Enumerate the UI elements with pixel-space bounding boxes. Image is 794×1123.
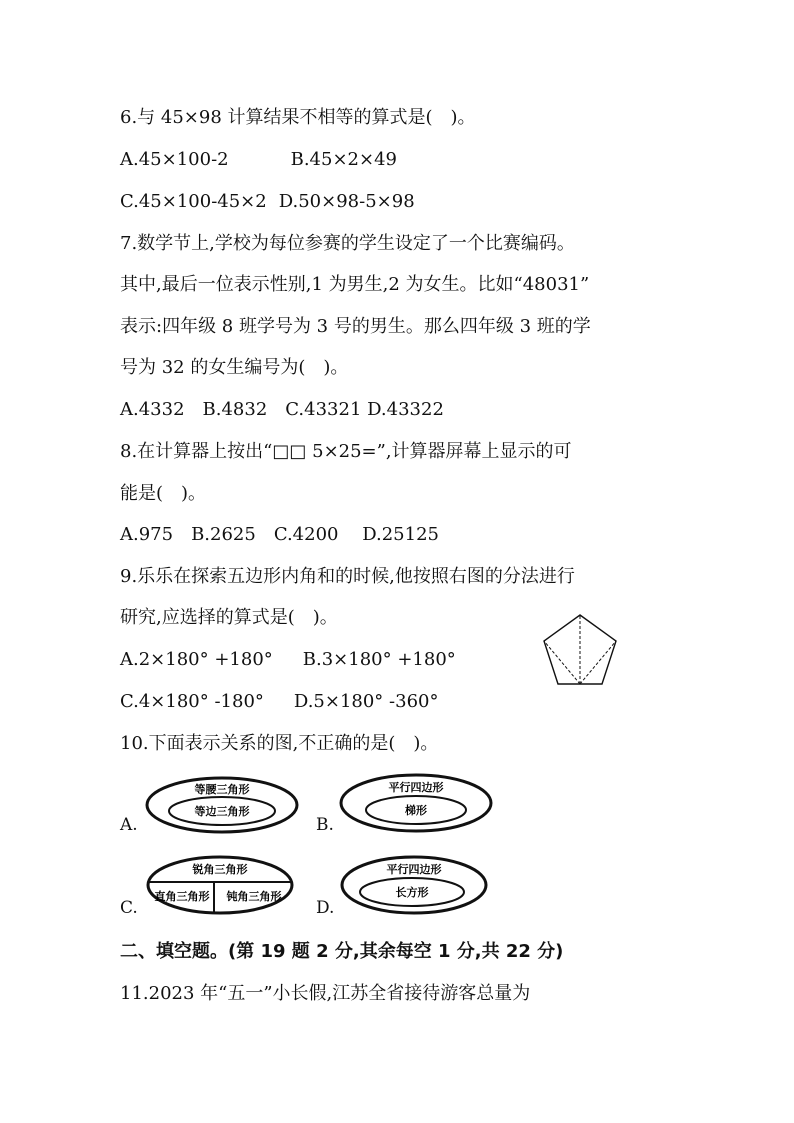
q9-line2: 研究,应选择的算式是( )。: [120, 607, 338, 628]
figure-c-top-text: 锐角三角形: [192, 863, 248, 876]
q6-options-row2: [120, 190, 415, 214]
q6-option-d: D.50×98-5×98: [278, 191, 415, 212]
pentagon-diagonal-left: [544, 641, 580, 684]
figure-a-inner-text: 等边三角形: [194, 805, 250, 818]
figure-c-left-text: 直角三角形: [154, 890, 210, 903]
q9-options-row2: [120, 690, 438, 714]
q9-options-row1: [120, 648, 456, 672]
q8-line1: 8.在计算器上按出“□□ 5×25=”,计算器屏幕上显示的可: [120, 441, 572, 462]
q10-label-c: C.: [120, 898, 138, 918]
q6-option-c: C.45×100-45×2: [120, 191, 267, 212]
q7-line4: 号为 32 的女生编号为( )。: [120, 357, 349, 378]
pentagon-diagonal-right: [580, 641, 616, 684]
q9-option-a: A.2×180° +180°: [120, 649, 273, 670]
figure-c-right-text: 钝角三角形: [226, 890, 282, 903]
figure-b-outer-text: 平行四边形: [388, 781, 444, 794]
figure-b-inner-text: 梯形: [405, 804, 427, 817]
q10-figure-a: [144, 772, 300, 834]
q10-figure-d: [338, 854, 490, 916]
q7-line1: 7.数学节上,学校为每位参赛的学生设定了一个比赛编码。: [120, 233, 575, 254]
q7-line3: 表示:四年级 8 班学号为 3 号的男生。那么四年级 3 班的学: [120, 316, 591, 337]
q10-figure-b: [338, 772, 494, 834]
q6-option-a: A.45×100-2: [120, 149, 229, 170]
q10-label-d: D.: [316, 898, 335, 918]
q7-line2: 其中,最后一位表示性别,1 为男生,2 为女生。比如“48031”: [120, 274, 590, 295]
q10-stem: 10.下面表示关系的图,不正确的是( )。: [120, 733, 439, 754]
section2-title: 二、填空题。(第 19 题 2 分,其余每空 1 分,共 22 分): [120, 941, 564, 962]
q6-option-b: B.45×2×49: [290, 149, 397, 170]
q7-options: A.4332 B.4832 C.43321 D.43322: [120, 399, 444, 420]
q9-option-c: C.4×180° -180°: [120, 691, 264, 712]
q8-options: A.975 B.2625 C.4200 D.25125: [120, 524, 439, 545]
q9-line1: 9.乐乐在探索五边形内角和的时候,他按照右图的分法进行: [120, 566, 575, 587]
figure-a-outer-text: 等腰三角形: [194, 783, 250, 796]
q9-option-d: D.5×180° -360°: [293, 691, 439, 712]
q10-figure-c: [144, 854, 296, 916]
q8-line2: 能是( )。: [120, 483, 207, 504]
figure-d-outer-text: 平行四边形: [386, 863, 442, 876]
figure-d-inner-text: 长方形: [395, 886, 429, 899]
pentagon-figure: [540, 612, 620, 692]
q9-option-b: B.3×180° +180°: [302, 649, 456, 670]
q6-stem: 6.与 45×98 计算结果不相等的算式是( )。: [120, 107, 476, 128]
q11-line1: 11.2023 年“五一”小长假,江苏全省接待游客总量为: [120, 983, 531, 1004]
q10-label-a: A.: [120, 815, 138, 835]
q6-options-row1: [120, 148, 397, 172]
q10-label-b: B.: [316, 815, 334, 835]
